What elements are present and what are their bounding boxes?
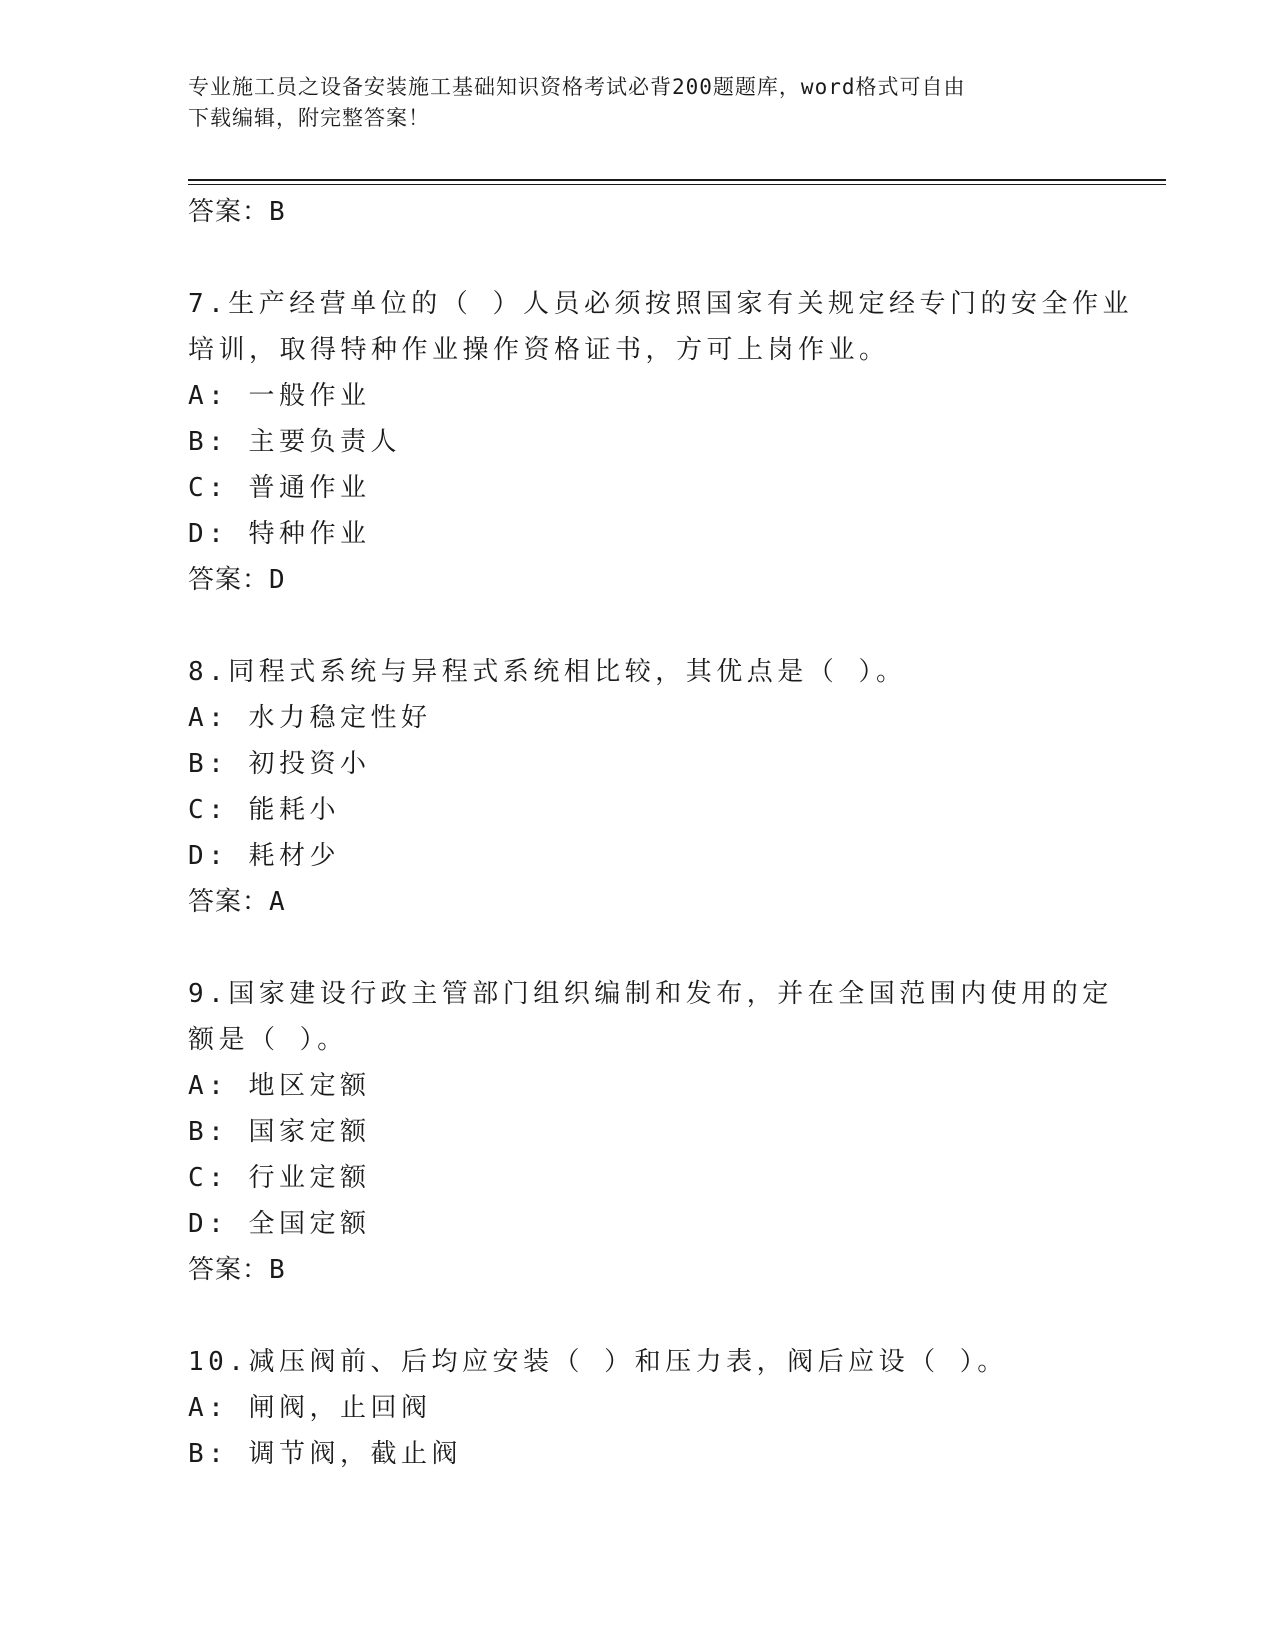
question-text: 额是（ ）。	[188, 1025, 348, 1055]
question-list	[188, 189, 1133, 1477]
question-7	[188, 281, 1133, 603]
question-text: 10.减压阀前、后均应安装（ ）和压力表，阀后应设（ ）。	[188, 1347, 1008, 1377]
option-a: A: 地区定额	[188, 1071, 371, 1101]
question-text: 8.同程式系统与异程式系统相比较，其优点是（ ）。	[188, 657, 907, 687]
option-a: A: 闸阀，止回阀	[188, 1393, 432, 1423]
option-a: A: 水力稳定性好	[188, 703, 432, 733]
header-divider-thin	[188, 184, 1166, 185]
option-b: B: 调节阀，截止阀	[188, 1439, 462, 1469]
header-divider-thick	[188, 179, 1166, 181]
option-c: C: 普通作业	[188, 473, 371, 503]
answer: 答案：A	[188, 887, 286, 917]
option-d: D: 耗材少	[188, 841, 340, 871]
question-9	[188, 971, 1113, 1293]
option-d: D: 特种作业	[188, 519, 371, 549]
option-b: B: 初投资小	[188, 749, 371, 779]
question-text: 培训，取得特种作业操作资格证书，方可上岗作业。	[188, 335, 890, 365]
option-d: D: 全国定额	[188, 1209, 371, 1239]
previous-answer: 答案：B	[188, 197, 286, 227]
question-text: 7.生产经营单位的（ ）人员必须按照国家有关规定经专门的安全作业	[188, 289, 1133, 319]
answer: 答案：B	[188, 1255, 286, 1285]
option-b: B: 主要负责人	[188, 427, 401, 457]
question-10	[188, 1339, 1088, 1477]
question-8	[188, 649, 1088, 925]
document-header	[188, 72, 1078, 134]
question-text: 9.国家建设行政主管部门组织编制和发布，并在全国范围内使用的定	[188, 979, 1113, 1009]
option-c: C: 能耗小	[188, 795, 340, 825]
header-line-1: 专业施工员之设备安装施工基础知识资格考试必背200题题库，word格式可自由	[188, 75, 966, 99]
answer: 答案：D	[188, 565, 286, 595]
header-line-2: 下载编辑，附完整答案！	[188, 106, 430, 130]
option-b: B: 国家定额	[188, 1117, 371, 1147]
option-a: A: 一般作业	[188, 381, 371, 411]
option-c: C: 行业定额	[188, 1163, 371, 1193]
